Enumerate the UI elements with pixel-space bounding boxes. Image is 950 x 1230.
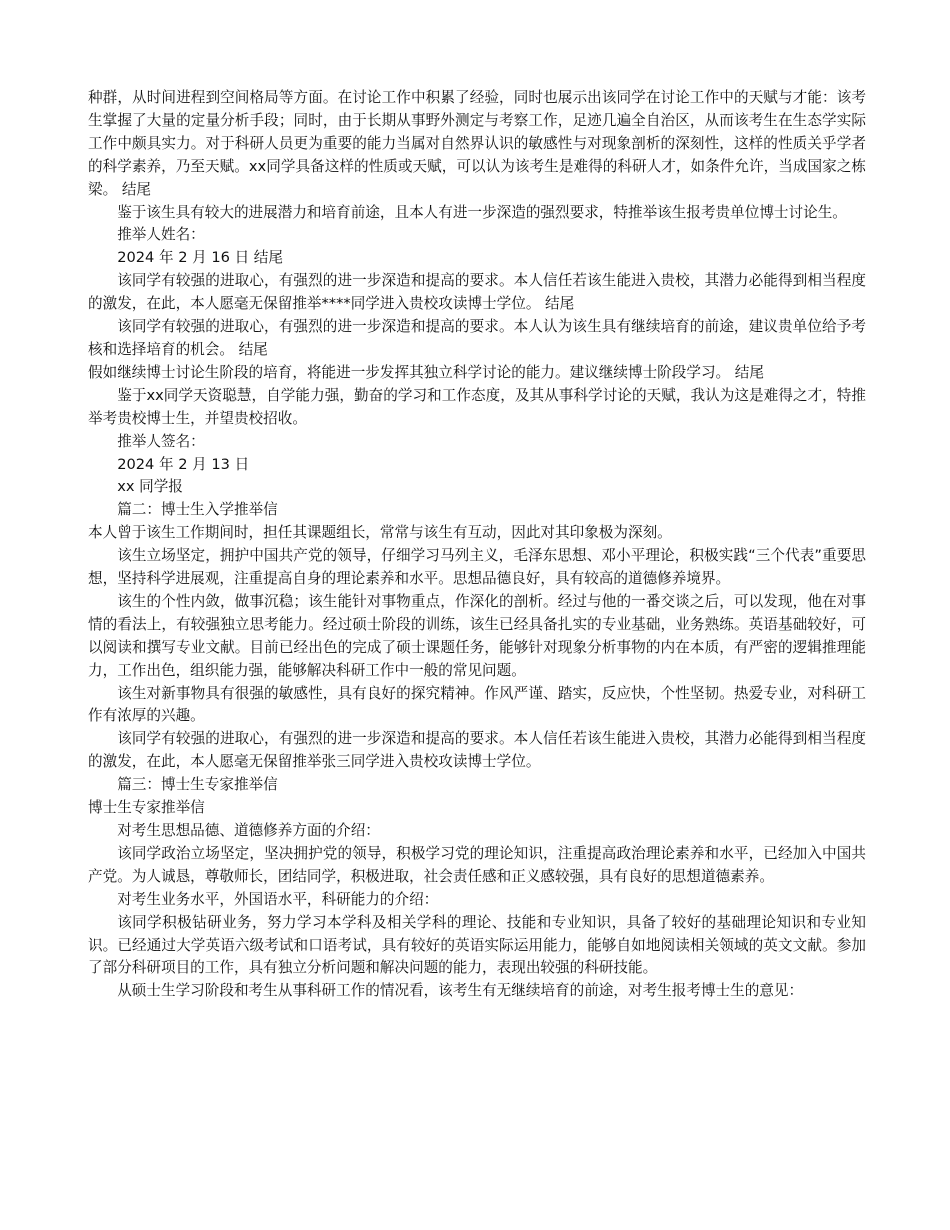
- paragraph: 该同学政治立场坚定，坚决拥护党的领导，积极学习党的理论知识，注重提高政治理论素养和水平，已经加入中国共产党。为人诚恳，尊敬师长，团结同学，积极进取，社会责任感和正义感较强，具有良好的思想道德素养。: [88, 844, 866, 885]
- paragraph: 鉴于该生具有较大的进展潜力和培育前途，且本人有进一步深造的强烈要求，特推举该生报考贵单位博士讨论生。: [117, 203, 847, 221]
- paragraph: 该同学有较强的进取心，有强烈的进一步深造和提高的要求。本人信任若该生能进入贵校，其潜力必能得到相当程度的激发，在此，本人愿毫无保留推举****同学进入贵校攻读博士学位。 结尾: [88, 272, 866, 313]
- paragraph: 从硕士生学习阶段和考生从事科研工作的情况看，该考生有无继续培育的前途，对考生报考博士生的意见：: [117, 982, 804, 1000]
- paragraph: 种群，从时间进程到空间格局等方面。在讨论工作中积累了经验，同时也展示出该同学在讨论工作中的天赋与才能：该考生掌握了大量的定量分析手段；同时，由于长期从事野外测定与考察工作，足迹几遍全自治区，从而该考生在生态学实际工作中颇具实力。对于科研人员更为重要的能力当属对自然界认识的敏感性与对现象剖析的深刻性，这样的性质关乎学者的科学素养，乃至天赋。xx同学具备这样的性质或天赋，可以认为该考生是难得的科研人才，如条件允许，当成国家之栋梁。 结尾: [88, 89, 866, 198]
- paragraph: 该同学积极钻研业务，努力学习本学科及相关学科的理论、技能和专业知识，具备了较好的基础理论知识和专业知识。已经通过大学英语六级考试和口语考试，具有较好的英语实际运用能力，能够自如地阅读相关领域的英文文献。参加了部分科研项目的工作，具有独立分析问题和解决问题的能力，表现出较强的科研技能。: [88, 913, 866, 977]
- date-line: 2024 年 2 月 16 日 结尾: [117, 249, 283, 267]
- paragraph: 本人曾于该生工作期间时，担任其课题组长，常常与该生有互动，因此对其印象极为深刻。: [88, 524, 672, 542]
- paragraph: 该生对新事物具有很强的敏感性，具有良好的探究精神。作风严谨、踏实，反应快，个性坚韧。热爱专业，对科研工作有浓厚的兴趣。: [88, 684, 866, 725]
- paragraph: 鉴于xx同学天资聪慧，自学能力强，勤奋的学习和工作态度，及其从事科学讨论的天赋，我认为这是难得之才，特推举考贵校博士生，并望贵校招收。: [88, 386, 866, 427]
- subsection-heading: 对考生思想品德、道德修养方面的介绍：: [117, 822, 380, 839]
- section-heading: 篇二：博士生入学推举信: [117, 501, 278, 519]
- section-heading: 篇三：博士生专家推举信: [117, 776, 278, 794]
- paragraph: 该生的个性内敛，做事沉稳；该生能针对事物重点，作深化的剖析。经过与他的一番交谈之后，可以发现，他在对事情的看法上，有较强独立思考能力。经过硕士阶段的训练，该生已经具备扎实的专业基础，业务熟练。英语基础较好，可以阅读和撰写专业文献。目前已经出色的完成了硕士课题任务，能够针对现象分析事物的内在本质，有严密的逻辑推理能力，工作出色，组织能力强，能够解决科研工作中一般的常见问题。: [88, 592, 866, 679]
- paragraph: 该同学有较强的进取心，有强烈的进一步深造和提高的要求。本人认为该生具有继续培育的前途，建议贵单位给予考核和选择培育的机会。 结尾: [88, 318, 866, 358]
- paragraph: 该生立场坚定，拥护中国共产党的领导，仔细学习马列主义，毛泽东思想、邓小平理论，积极实践“三个代表”重要思想，坚持科学进展观，注重提高自身的理论素养和水平。思想品德良好，具有较高的道德修养境界。: [88, 547, 866, 588]
- recommender-signature-line: 推举人签名：: [117, 432, 205, 450]
- date-line: 2024 年 2 月 13 日: [117, 455, 250, 473]
- letter-title: 博士生专家推举信: [88, 799, 205, 817]
- signoff-line: xx 同学报: [117, 478, 183, 496]
- paragraph: 假如继续博士讨论生阶段的培育，将能进一步发挥其独立科学讨论的能力。建议继续博士阶段学习。 结尾: [88, 363, 764, 381]
- recommender-name-line: 推举人姓名：: [117, 226, 205, 244]
- subsection-heading: 对考生业务水平，外国语水平，科研能力的介绍：: [117, 890, 439, 908]
- paragraph: 该同学有较强的进取心，有强烈的进一步深造和提高的要求。本人信任若该生能进入贵校，其潜力必能得到相当程度的激发，在此，本人愿毫无保留推举张三同学进入贵校攻读博士学位。: [88, 730, 866, 771]
